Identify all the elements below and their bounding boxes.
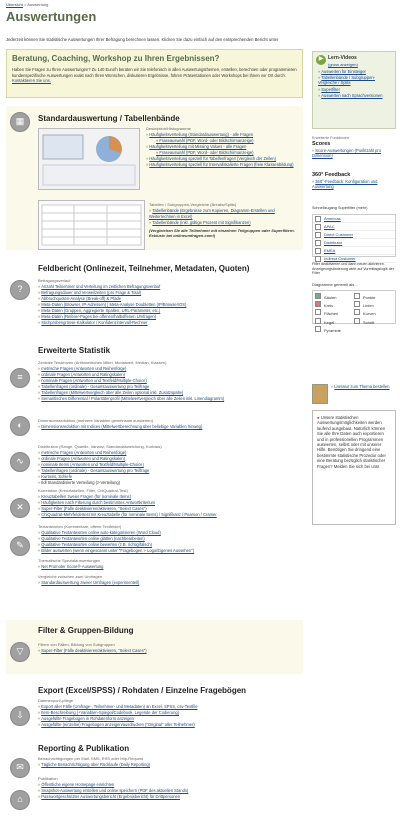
consulting-title: Beratung, Coaching, Workshop zu Ihren Ergebnissen? <box>12 54 220 63</box>
histogram-preview-graphic <box>39 129 139 189</box>
statistics-info-box <box>312 410 396 525</box>
list-item[interactable]: »Snapshot-Auswertung erstellen und online speichern (PDF des aktuellen Stands) <box>38 788 189 793</box>
scores-link[interactable]: »Score-Auswertungen (Punktzahl pro Dimension) <box>312 148 382 159</box>
category-spezialauswertungen: Thematische Spezialauswertungen <box>38 558 101 563</box>
lernvideo-item[interactable]: »Tabellenbände / Subgruppen-Vergleiche / Splits <box>318 75 375 86</box>
export-icon: ⇩ <box>10 706 30 726</box>
section-title-statistik: Erweiterte Statistik <box>38 346 111 355</box>
list-item[interactable]: »Standardauswertung zweier Umfragen (experimentell) <box>38 580 140 585</box>
list-item[interactable]: »Öffentliche eigene Homepage einrichten <box>38 782 115 787</box>
dimension-icon: ◐ <box>10 416 30 436</box>
feedback-title: 360° Feedback <box>312 172 351 178</box>
list-item[interactable]: »Dimensionsreduktion mit Indices (Mittelwertberechnung über beliebige Variablen hinweg) <box>38 424 203 429</box>
breadcrumb <box>6 2 48 7</box>
section-title-feldbericht: Feldbericht (Onlinezeit, Teilnehmer, Metadaten, Quoten) <box>38 264 250 273</box>
lernvideos-box <box>312 51 396 129</box>
category-publikation: Publikation <box>38 776 58 781</box>
diagram-option[interactable]: Pyramide <box>315 326 354 333</box>
checkbox[interactable] <box>315 240 321 246</box>
vgl-list <box>38 580 139 586</box>
filter-icon: ▽ <box>10 642 30 662</box>
lernvideo-item[interactable]: »Superfilter <box>318 86 340 92</box>
category-distribution: Distribution (Range, Quartile, Varianz, Standardabweichung, Kurtosis) <box>38 444 162 449</box>
list-item[interactable]: »ChiQuadrat-Mehrfeldertest mit Kreuztabelle (für nominale Items) / Signifikanz / Pearson / Cramer <box>38 512 217 517</box>
scores-title: Scores <box>312 140 331 147</box>
info-text: Unsere statistischen Auswertungsmöglichkeiten werden laufend ausgebaut. Natürlich können Sie alle Ihre Daten auch exportieren und in professionellen Programmen auswerten, selbst oder mit unserer Hilfe. Benötigen Sie dringend eine bestimmte statistische Prozedur oder eine Beratung bezüglich statistischer Fragen? Melden Sie sich bei uns! <box>317 415 386 469</box>
list-item[interactable]: »Tabellenbände (Ergebnisse zum Kopieren, Diagramm-Erstellen und Weiterrechnen in Excel) <box>149 208 275 219</box>
subgroup-note: (Vergleichen Sie alle Teilnehmer mit einzelnen Teilgruppen oder Superfiltern. Exklusiv bei onlineumfragen.com!) <box>149 228 295 239</box>
checkbox[interactable] <box>315 224 321 230</box>
list-item[interactable]: »Super-Filter (Falle deaktivieren/aktivieren, "Select Cases") <box>38 506 147 511</box>
category-dimensionsreduktion: Dimensionsreduktion (mehrere Variablen gemeinsam auswerten) <box>38 418 154 423</box>
category-deskription: Deskription/Histogramme <box>146 126 191 131</box>
category-subgroups: Tabellen / Subgruppen-Vergleiche (Breaks/Splits) <box>149 202 237 207</box>
list-item[interactable]: »Tabellenfragen (ordinale) - Gesamtauswertung pro Teilfrage <box>38 468 150 473</box>
section-title-reporting: Reporting & Publikation <box>38 744 130 753</box>
list-item[interactable]: »Häufigkeitsverteilung mit Missing Values - alle Fragen <box>146 144 247 149</box>
literatur-link[interactable]: »Literatur zum Thema bestellen <box>331 384 390 389</box>
list-item[interactable]: »Häufigkeitsverteilung speziell für Intervallskalierte Fragen (freie Klassenbildung) <box>146 162 294 167</box>
list-item[interactable]: »Tabellenfragen (Mittelwertvergleich über alle Zeilen optional inkl. Zusatzspalte) <box>38 390 184 395</box>
section-reporting <box>6 740 303 818</box>
list-item[interactable]: »Qualitative Textantworten online glätten (nachbearbeiten) <box>38 536 145 541</box>
info-bullet-icon: ● <box>317 415 320 420</box>
category-befragungsverlauf: Befragungsverlauf <box>38 278 71 283</box>
book-icon <box>312 384 328 404</box>
lernvideo-item[interactable]: »Auswerten nach Sprachversionen <box>318 92 383 98</box>
superfilter-option[interactable]: Indirect Customer <box>313 255 395 263</box>
spezial-list <box>38 564 103 570</box>
checkbox[interactable] <box>315 256 321 262</box>
list-item[interactable]: »Anzahl Teilnehmer und Verteilung im zeitlichen Befragungsverlauf <box>38 284 161 289</box>
list-item[interactable]: »Tabellenbände (inkl. gültige Prozent mit Signifikanzen) <box>149 220 251 225</box>
list-item[interactable]: »ordinale Fragen (Antworten und Ratingskalen) <box>38 456 126 461</box>
section-standard <box>6 106 303 250</box>
standard-sub-list <box>149 208 299 226</box>
list-item[interactable]: »Export aller Fälle (Umfrage-, Teilnehmer- und Metadaten) an Excel, SPSS, csv-Textfile <box>38 704 198 709</box>
lernvideos-enlarge-link[interactable]: (gross anzeigen) <box>328 61 358 67</box>
diagramm-caption: Diagramme generell als... <box>312 282 358 287</box>
erweiterte-caption: Erweiterte Funktionen <box>312 136 349 140</box>
list-item[interactable]: »Qualitative Textantworten online auto-kategorisieren (Word Cloud) <box>38 530 161 535</box>
korr-list <box>38 494 217 518</box>
reporting-list-2 <box>38 782 188 800</box>
diagramm-type-grid <box>312 290 396 333</box>
section-filter <box>6 620 303 674</box>
list-item[interactable]: »Ausgefüllte Fragebogen in Rohdatenform anzeigen <box>38 716 134 721</box>
category-vergleiche: Vergleiche zwischen zwei Umfragen <box>38 574 103 579</box>
list-item[interactable]: »Super-Filter (Falle deaktivieren/aktivieren, "Select Cases") <box>38 648 147 653</box>
table-preview-image <box>38 200 145 250</box>
category-textantworten: Textantworten (Kommentare, offene Textfelder) <box>38 524 122 529</box>
section-title-filter: Filter & Gruppen-Bildung <box>38 626 134 635</box>
correlation-icon: ✕ <box>10 498 30 518</box>
video-play-icon: ▶ <box>316 55 326 65</box>
superfilter-list <box>312 214 396 261</box>
category-filtern: Filtern von Fällen, Bildung von Subgruppen <box>38 642 115 647</box>
category-zentrale-tendenzen: Zentrale Tendenzen (Arithmetisches Mittel, Modalwert, Median, Klassen) <box>38 360 167 365</box>
histogram-preview-image <box>38 128 140 190</box>
list-item[interactable]: »Tabellenfragen (ordinale) - Gesamtauswertung pro Teilfrage <box>38 384 150 389</box>
contact-link[interactable]: Kontaktieren Sie uns. <box>12 78 51 84</box>
zt-list <box>38 366 224 402</box>
diagram-option[interactable]: Linien <box>354 301 393 308</box>
publication-icon: ⌂ <box>10 790 30 810</box>
standard-desc-list <box>146 132 296 168</box>
list-item[interactable]: »Qualitative Textantworten online bewerten (z.B. richtig/falsch) <box>38 542 153 547</box>
list-item[interactable]: »metrische Fragen (Antworten und Reihenfolge) <box>38 450 127 455</box>
list-item[interactable]: »Ausgefüllte (einzelne) Fragebogen anzeigen/ausdrucken ("Original" aller Teilnehmer) <box>38 722 195 727</box>
checkbox[interactable] <box>315 216 321 222</box>
list-item[interactable]: »Net Promoter Score®-Auswertung <box>38 564 104 569</box>
category-korrelation: Korrelation (Kreuztabellen, Filter, ChiQuadrat-Test) <box>38 488 128 493</box>
list-item[interactable]: »Stichprobengrösse-Kalkulator / Konfidenzintervall-Rechner <box>38 320 148 325</box>
diagram-option[interactable]: Flächen <box>315 309 354 316</box>
superfilter-option[interactable]: Americas <box>313 215 395 223</box>
superfilter-option[interactable]: Direct Customer <box>313 231 395 239</box>
list-item[interactable]: »Item-Beschreibung (+Variablen-Spiegel/Codebook, Legende der Codierung) <box>38 710 180 715</box>
table-preview-graphic <box>39 201 144 249</box>
category-datenexport: Datenexport/-pflege <box>38 698 74 703</box>
diagram-option[interactable]: Punkte <box>354 293 393 300</box>
category-benachrichtigungen: Benachrichtigungen per Mail, SMS, RSS oder http-Request <box>38 756 144 761</box>
checkbox[interactable] <box>315 232 321 238</box>
chart-icon: ▦ <box>10 112 30 132</box>
notification-icon: ✉ <box>10 758 30 778</box>
dist-list <box>38 450 149 486</box>
list-item[interactable]: »metrische Fragen (Antworten und Reihenfolge) <box>38 366 127 371</box>
superfilter-option[interactable]: EMEA <box>313 247 395 255</box>
diagram-option[interactable]: Kegel <box>315 318 354 325</box>
breadcrumb-separator: > <box>24 2 27 7</box>
list-item[interactable]: »Meta-Daten (Referer-Pages bei offenen/halboffenen Umfragen) <box>38 314 157 319</box>
txt-list <box>38 530 194 554</box>
section-statistik <box>6 340 303 612</box>
list-item[interactable]: » Fraseauswahl (PDF, Word- oder Bildschirmanzeige) <box>156 138 254 143</box>
diagram-option[interactable]: Kreis <box>315 301 354 308</box>
list-item[interactable]: »Tägliche Benachrichtigung über Rücklaufe (Daily Reporting) <box>38 762 151 767</box>
dim-list <box>38 424 202 430</box>
list-item[interactable]: »Häufigkeiten nach Filterung durch bestimmtes Antwortkriterium <box>38 500 156 505</box>
superfilter-option[interactable]: Distributor <box>313 239 395 247</box>
checkbox[interactable] <box>315 248 321 254</box>
list-item[interactable]: »nominale Items (Antworten und Textfeld/Multiple-Choice) <box>38 462 144 467</box>
feedback-link[interactable]: »360°-Feedback: Konfiguration und Auswertung <box>312 179 378 190</box>
right-sidebar-scores <box>312 136 396 159</box>
list-item[interactable]: »Häufigkeitsverteilung (Standardauswertung) - alle Fragen <box>146 132 254 137</box>
list-item[interactable]: »Häufigkeitsverteilung speziell für Tabellenfragen (Vergleich der Zeilen) <box>146 156 276 161</box>
section-title-export: Export (Excel/SPSS) / Rohdaten / Einzelne Fragebögen <box>38 686 247 695</box>
literatur-block <box>312 384 396 404</box>
reporting-list-1 <box>38 762 150 768</box>
consulting-text: Haben Sie Fragen zu Ihren Auswertungen? Zu 140 Euro/h beraten wir Sie telefonisch in allen Auswertungsthemen, erstellen, berechnen oder programmieren kundenspezifische Auswertungen exakt nach Ihren Wünschen, diskutieren Ergebnisse, führen Präsentationen oder Workshops bei Ihnen vor Ort durch. Kontaktieren Sie uns. <box>12 67 297 84</box>
diagram-option[interactable]: Säulen <box>315 293 354 300</box>
list-item[interactable]: »Kreuztabellen zweier Fragen (für nominale Items) <box>38 494 131 499</box>
section-feldbericht <box>6 258 303 338</box>
list-item[interactable]: »Kurtosis, Schiefe <box>38 474 72 479</box>
list-item[interactable]: » Fraseauswahl (PDF, Word- oder Bildschirmanzeige) <box>156 150 254 155</box>
list-item[interactable]: »Meta-Daten (Browser, IP-Adressen) | Meta-Analyse Doubletten (IP/Browser/OS) <box>38 302 187 307</box>
list-item[interactable]: »Passwortgeschützter Auswertungsbericht (Ergebnisbericht) für Drittpersonen <box>38 794 181 799</box>
intro-text: Jederzeit können Sie statistische Auswertungen Ihrer Befragung berechnen lassen. Klicken Sie dazu einfach auf den entsprechenden Bericht unter <box>6 37 279 42</box>
export-list <box>38 704 198 728</box>
consulting-box <box>6 49 303 98</box>
page-title: Auswertungen <box>6 9 97 24</box>
breadcrumb-current: Auswertung <box>27 2 49 7</box>
statistics-icon: ≡ <box>10 368 30 388</box>
list-item[interactable]: »Bilder auswerten (wenn eingescannt unter "Fragebogen > Logo/Eigenes Aussehen") <box>38 548 195 553</box>
breadcrumb-home-link[interactable]: Übersicht <box>6 2 23 7</box>
lernvideo-item[interactable]: »Auswerten für Einsteiger <box>318 68 366 74</box>
list-item[interactable]: »Befragungsdauer und Verweilzeiten (pro Frage & Total) <box>38 290 142 295</box>
diagram-option[interactable]: Schrift <box>354 318 393 325</box>
superfilter-option[interactable]: APAC <box>313 223 395 231</box>
list-item[interactable]: »ordinale Fragen (Antworten und Ratingskalen) <box>38 372 126 377</box>
question-icon: ? <box>10 280 30 300</box>
text-answer-icon: ✎ <box>10 536 30 556</box>
list-item[interactable]: »Semantisches Differential / Polaritätenprofil (Mittelwertvergleich über alle Zeilen inkl. Linendiagramm) <box>38 396 225 401</box>
feldbericht-list <box>38 284 186 326</box>
lernvideos-title: Lern-Videos <box>328 55 357 61</box>
superfilter-caption: Schnellzugang Superfilter (mehr) <box>312 206 368 210</box>
list-item[interactable]: »Meta-Daten (Gruppen, Aggregierte Spalten, URL-Parameter, etc.) <box>38 308 161 313</box>
filter-list <box>38 648 147 654</box>
list-item[interactable]: »Ildl Standardisierte Verteilung (z-Verteilung) <box>38 480 121 485</box>
superfilter-note: Filter deaktivieren und dann neuen aktivieren. Anzeigeungsänderung wirkt auf Vormittagslogik der Filter <box>312 262 394 276</box>
right-sidebar-feedback <box>312 172 396 190</box>
list-item[interactable]: »Abbruchquoten-Analyse (Break-off) & Pfade <box>38 296 122 301</box>
list-item[interactable]: »nominale Fragen (Antworten und Textfeld/Multiple-Choice) <box>38 378 147 383</box>
diagram-option[interactable]: Kurven <box>354 309 393 316</box>
distribution-icon: ∿ <box>10 452 30 472</box>
section-export <box>6 680 303 738</box>
section-title-standard: Standardauswertung / Tabellenbände <box>38 114 180 123</box>
